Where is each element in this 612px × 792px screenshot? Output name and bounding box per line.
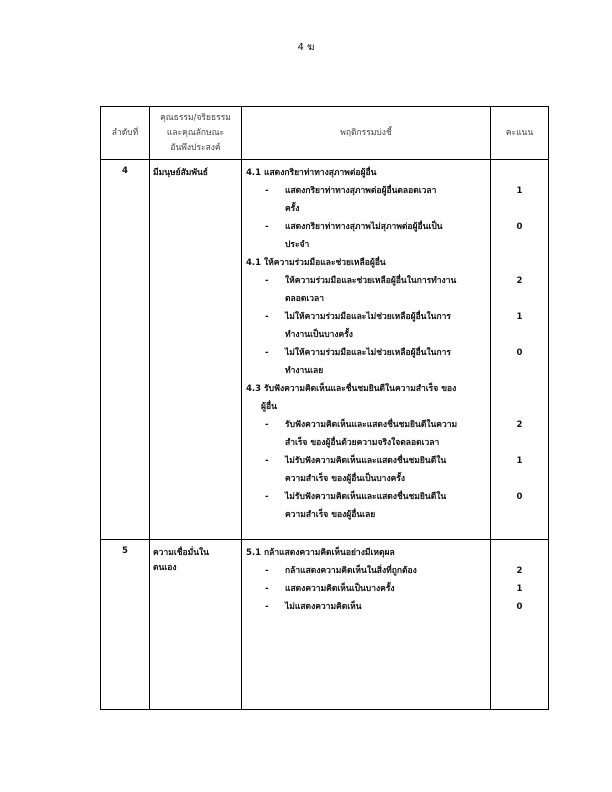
header-behavior: พฤติกรรมบ่งชี้: [242, 107, 491, 160]
behavior-text: ประจำ: [285, 240, 310, 250]
behavior-text: ตลอดเวลา: [285, 294, 325, 304]
behavior-text: ไม่ให้ความร่วมมือและไม่ช่วยเหลือผู้อื่นในการ: [285, 312, 451, 322]
header-no: ลำดับที่: [101, 107, 150, 160]
behavior-text: ความสำเร็จ ของผู้อื่นเป็นบางครั้ง: [285, 474, 406, 484]
score-value: [494, 200, 545, 218]
score-value: 1: [516, 584, 523, 594]
bullet-dash: -: [265, 492, 269, 502]
behavior-text: 4.1 แสดงกริยาท่าทางสุภาพต่อผู้อื่น: [246, 168, 377, 178]
behavior-heading-continued: [245, 398, 487, 416]
score-value: [494, 290, 545, 308]
score-value: [494, 362, 545, 380]
bullet-dash: -: [265, 456, 269, 466]
table-header-row: [101, 107, 549, 160]
behavior-item: [245, 452, 487, 470]
row-number: 5: [101, 540, 150, 710]
table-row: [101, 160, 549, 540]
behavior-text: ทำงานเลย: [285, 366, 324, 376]
behavior-text: รับฟังความคิดเห็นและแสดงชื่นชมยินดีในความ: [285, 420, 458, 430]
bullet-dash: -: [265, 348, 269, 358]
header-trait-line: คุณธรรม/จริยธรรม: [160, 112, 231, 123]
score-value: [494, 506, 545, 524]
behavior-text: แสดงกริยาท่าทางสุภาพไม่สุภาพต่อผู้อื่นเป็น: [285, 222, 443, 232]
row-scores: [491, 160, 549, 540]
score-value: 1: [516, 456, 523, 466]
behavior-text: ให้ความร่วมมือและช่วยเหลือผู้อื่นในการทำงาน: [285, 276, 457, 286]
behavior-item: [245, 598, 487, 616]
score-value: 0: [516, 222, 523, 232]
score-value: 2: [516, 420, 523, 430]
score-value: 1: [516, 186, 523, 196]
behavior-text: 4.3 รับฟังความคิดเห็นและชื่นชมยินดีในความสำเร็จ ของ: [246, 384, 457, 394]
trait-line: ตนเอง: [153, 563, 177, 573]
score-value: 0: [516, 492, 523, 502]
behavior-item: [245, 308, 487, 326]
table-row: [101, 540, 549, 710]
behavior-text: ไม่แสดงความคิดเห็น: [285, 602, 362, 612]
bullet-dash: -: [265, 420, 269, 430]
behavior-text: ไม่รับฟังความคิดเห็นและแสดงชื่นชมยินดีใน: [285, 492, 447, 502]
behavior-item: [245, 488, 487, 506]
behavior-heading: [245, 380, 487, 398]
score-value: [494, 326, 545, 344]
behavior-text: 5.1 กล้าแสดงความคิดเห็นอย่างมีเหตุผล: [246, 548, 395, 558]
behavior-text: กล้าแสดงความคิดเห็นในสิ่งที่ถูกต้อง: [285, 566, 417, 576]
header-trait-line: และคุณลักษณะ: [166, 127, 225, 138]
bullet-dash: -: [265, 186, 269, 196]
behavior-text: ความสำเร็จ ของผู้อื่นเลย: [285, 510, 376, 520]
behavior-score-table: [100, 106, 549, 710]
row-behaviors: [242, 540, 491, 710]
row-behaviors: [242, 160, 491, 540]
score-value: [494, 470, 545, 488]
score-value: 1: [516, 312, 523, 322]
behavior-text: 4.1 ให้ความร่วมมือและช่วยเหลือผู้อื่น: [246, 258, 386, 268]
score-value: 0: [516, 348, 523, 358]
score-value: [494, 398, 545, 416]
behavior-item: [245, 562, 487, 580]
behavior-heading: [245, 164, 487, 182]
behavior-text: ไม่รับฟังความคิดเห็นและแสดงชื่นชมยินดีใน: [285, 456, 447, 466]
score-value: 2: [516, 566, 523, 576]
behavior-item-continued: [245, 434, 487, 452]
behavior-text: ครั้ง: [285, 204, 300, 214]
behavior-item-continued: [245, 362, 487, 380]
score-value: 2: [516, 276, 523, 286]
behavior-item: [245, 272, 487, 290]
behavior-item: [245, 218, 487, 236]
score-value: [494, 434, 545, 452]
header-score: คะแนน: [491, 107, 549, 160]
score-value: [494, 254, 545, 272]
header-trait: [150, 107, 242, 160]
behavior-text: สำเร็จ ของผู้อื่นด้วยความจริงใจตลอดเวลา: [285, 438, 440, 448]
behavior-item: [245, 182, 487, 200]
trait-line: มีมนุษย์สัมพันธ์: [153, 168, 208, 178]
behavior-item-continued: [245, 506, 487, 524]
behavior-item: [245, 416, 487, 434]
bullet-dash: -: [265, 312, 269, 322]
behavior-text: แสดงความคิดเห็นเป็นบางครั้ง: [285, 584, 395, 594]
behavior-item-continued: [245, 470, 487, 488]
behavior-heading: [245, 254, 487, 272]
score-value: [494, 236, 545, 254]
page-number: 4 ฆ: [297, 42, 315, 53]
score-value: [494, 544, 545, 562]
behavior-heading: [245, 544, 487, 562]
behavior-item-continued: [245, 200, 487, 218]
score-value: 0: [516, 602, 523, 612]
behavior-item: [245, 344, 487, 362]
score-value: [494, 380, 545, 398]
row-trait: [150, 540, 242, 710]
bullet-dash: -: [265, 566, 269, 576]
behavior-text: ผู้อื่น: [261, 402, 277, 412]
behavior-text: แสดงกริยาท่าทางสุภาพต่อผู้อื่นตลอดเวลา: [285, 186, 437, 196]
score-value: [494, 164, 545, 182]
bullet-dash: -: [265, 276, 269, 286]
bullet-dash: -: [265, 602, 269, 612]
header-trait-line: อันพึงประสงค์: [170, 142, 221, 153]
bullet-dash: -: [265, 222, 269, 232]
behavior-text: ทำงานเป็นบางครั้ง: [285, 330, 353, 340]
bullet-dash: -: [265, 584, 269, 594]
behavior-text: ไม่ให้ความร่วมมือและไม่ช่วยเหลือผู้อื่นในการ: [285, 348, 451, 358]
row-trait: [150, 160, 242, 540]
behavior-item-continued: [245, 290, 487, 308]
trait-line: ความเชื่อมั่นใน: [153, 548, 209, 558]
row-scores: [491, 540, 549, 710]
behavior-item-continued: [245, 236, 487, 254]
behavior-item: [245, 580, 487, 598]
row-number: 4: [101, 160, 150, 540]
behavior-item-continued: [245, 326, 487, 344]
